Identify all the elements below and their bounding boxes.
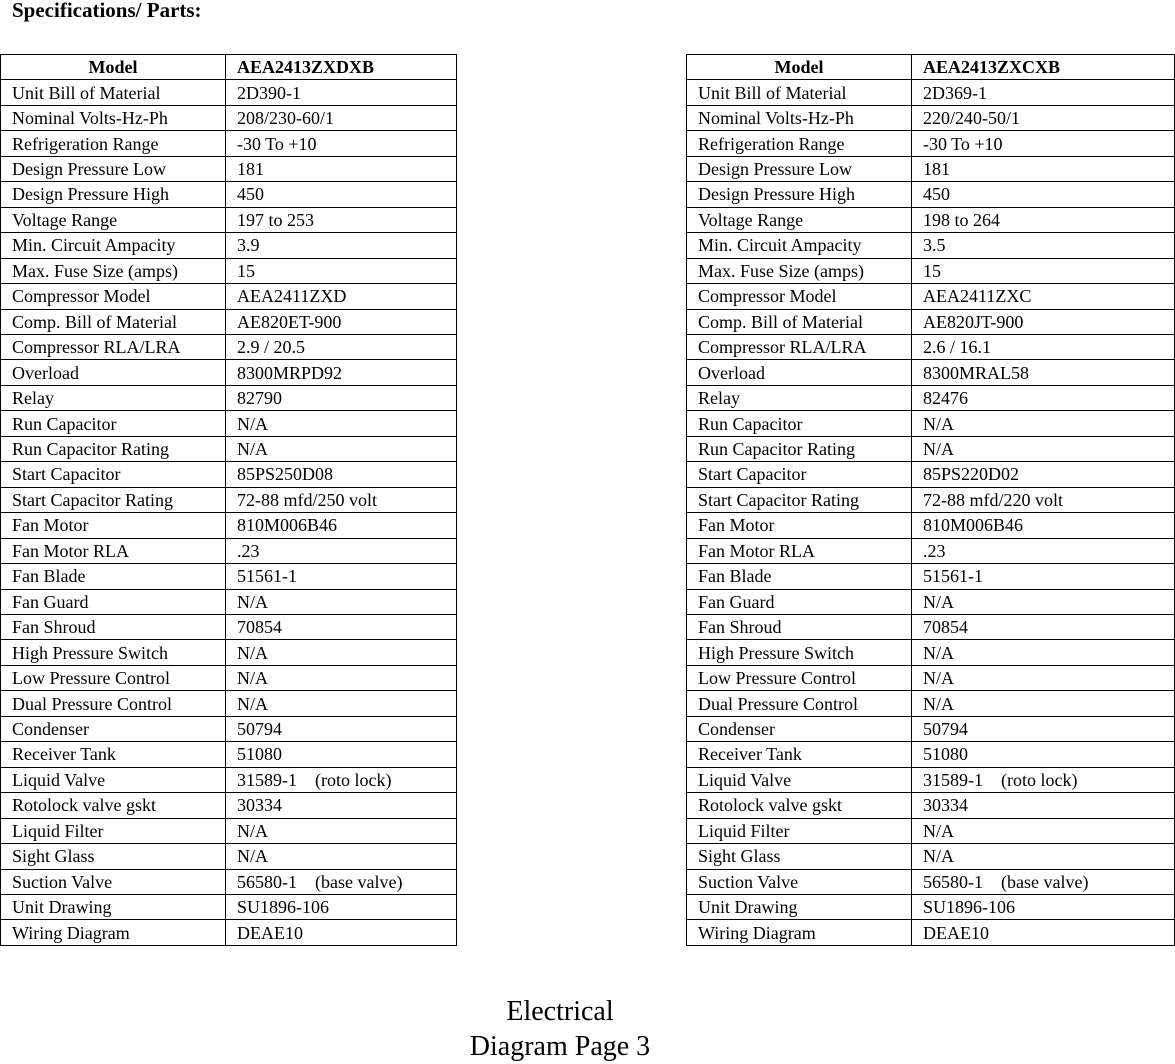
table-row: [1, 385, 457, 410]
spec-label: Suction Valve: [1, 869, 226, 894]
spec-label: Start Capacitor Rating: [1, 487, 226, 512]
table-row: [1, 589, 457, 614]
table-header-row: [687, 55, 1175, 80]
spec-label: Fan Guard: [1, 589, 226, 614]
spec-value: 2D369-1: [912, 80, 1175, 105]
spec-label: Fan Shroud: [1, 614, 226, 639]
spec-label: Dual Pressure Control: [1, 691, 226, 716]
table-row: [687, 105, 1175, 130]
table-row: [1, 564, 457, 589]
spec-value: 31589-1 (roto lock): [912, 767, 1175, 792]
table-row: [1, 309, 457, 334]
spec-value: 70854: [912, 614, 1175, 639]
spec-value: 51080: [912, 742, 1175, 767]
table-row: [1, 793, 457, 818]
spec-label: Liquid Valve: [1, 767, 226, 792]
spec-label: High Pressure Switch: [1, 640, 226, 665]
table-row: [1, 640, 457, 665]
spec-table-right: [686, 54, 1175, 946]
spec-value: N/A: [912, 436, 1175, 461]
spec-value: 85PS220D02: [912, 462, 1175, 487]
spec-value: 450: [912, 182, 1175, 207]
table-row: [687, 411, 1175, 436]
spec-value: 56580-1 (base valve): [226, 869, 457, 894]
spec-label: Rotolock valve gskt: [687, 793, 912, 818]
spec-value: 810M006B46: [226, 513, 457, 538]
spec-value: N/A: [226, 411, 457, 436]
spec-value: AE820JT-900: [912, 309, 1175, 334]
spec-label: Rotolock valve gskt: [1, 793, 226, 818]
footer: [0, 994, 1120, 1064]
table-row: [1, 131, 457, 156]
spec-label: High Pressure Switch: [687, 640, 912, 665]
table-row: [687, 385, 1175, 410]
spec-label: Liquid Valve: [687, 767, 912, 792]
page-title: Specifications/ Parts:: [12, 0, 202, 22]
header-label: Model: [1, 55, 226, 80]
spec-label: Run Capacitor: [1, 411, 226, 436]
spec-label: Condenser: [1, 716, 226, 741]
spec-label: Min. Circuit Ampacity: [1, 233, 226, 258]
table-row: [687, 894, 1175, 919]
spec-value: N/A: [226, 640, 457, 665]
spec-value: 56580-1 (base valve): [912, 869, 1175, 894]
spec-value: 197 to 253: [226, 207, 457, 232]
spec-value: N/A: [912, 665, 1175, 690]
footer-line-2: Diagram Page 3: [469, 1031, 651, 1062]
table-row: [687, 462, 1175, 487]
spec-value: -30 To +10: [226, 131, 457, 156]
spec-value: 72-88 mfd/250 volt: [226, 487, 457, 512]
spec-label: Max. Fuse Size (amps): [687, 258, 912, 283]
table-row: [687, 665, 1175, 690]
spec-label: Overload: [1, 360, 226, 385]
spec-label: Unit Drawing: [1, 894, 226, 919]
spec-label: Voltage Range: [1, 207, 226, 232]
table-row: [1, 716, 457, 741]
table-row: [1, 411, 457, 436]
table-row: [1, 869, 457, 894]
table-row: [687, 258, 1175, 283]
spec-value: 85PS250D08: [226, 462, 457, 487]
spec-value: 51561-1: [912, 564, 1175, 589]
spec-value: 3.9: [226, 233, 457, 258]
table-row: [687, 309, 1175, 334]
spec-label: Compressor RLA/LRA: [687, 334, 912, 359]
table-row: [687, 716, 1175, 741]
table-row: [687, 691, 1175, 716]
table-row: [1, 818, 457, 843]
table-row: [1, 284, 457, 309]
table-row: [687, 513, 1175, 538]
table-row: [1, 665, 457, 690]
table-row: [1, 258, 457, 283]
spec-label: Start Capacitor Rating: [687, 487, 912, 512]
spec-label: Wiring Diagram: [1, 920, 226, 945]
table-row: [687, 869, 1175, 894]
spec-value: DEAE10: [226, 920, 457, 945]
spec-label: Design Pressure High: [687, 182, 912, 207]
spec-value: 450: [226, 182, 457, 207]
spec-label: Overload: [687, 360, 912, 385]
table-row: [1, 614, 457, 639]
spec-value: 51080: [226, 742, 457, 767]
table-row: [687, 742, 1175, 767]
table-row: [687, 207, 1175, 232]
spec-label: Low Pressure Control: [1, 665, 226, 690]
spec-label: Relay: [687, 385, 912, 410]
spec-value: .23: [226, 538, 457, 563]
header-label: Model: [687, 55, 912, 80]
table-row: [1, 538, 457, 563]
spec-value: N/A: [912, 818, 1175, 843]
spec-value: 51561-1: [226, 564, 457, 589]
table-row: [1, 436, 457, 461]
spec-label: Compressor RLA/LRA: [1, 334, 226, 359]
spec-label: Fan Guard: [687, 589, 912, 614]
spec-value: 2D390-1: [226, 80, 457, 105]
spec-value: 70854: [226, 614, 457, 639]
spec-value: SU1896-106: [912, 894, 1175, 919]
spec-label: Relay: [1, 385, 226, 410]
spec-label: Design Pressure Low: [687, 156, 912, 181]
spec-label: Min. Circuit Ampacity: [687, 233, 912, 258]
table-row: [1, 207, 457, 232]
table-row: [687, 564, 1175, 589]
table-row: [687, 589, 1175, 614]
table-row: [687, 920, 1175, 945]
spec-value: N/A: [912, 411, 1175, 436]
spec-label: Unit Drawing: [687, 894, 912, 919]
spec-value: 50794: [912, 716, 1175, 741]
table-row: [1, 844, 457, 869]
spec-label: Run Capacitor Rating: [687, 436, 912, 461]
spec-label: Nominal Volts-Hz-Ph: [1, 105, 226, 130]
spec-value: N/A: [226, 844, 457, 869]
spec-label: Fan Shroud: [687, 614, 912, 639]
spec-label: Start Capacitor: [1, 462, 226, 487]
table-row: [1, 920, 457, 945]
table-row: [1, 105, 457, 130]
spec-label: Fan Motor RLA: [1, 538, 226, 563]
table-row: [687, 182, 1175, 207]
spec-label: Fan Motor: [687, 513, 912, 538]
spec-label: Fan Blade: [1, 564, 226, 589]
spec-label: Run Capacitor Rating: [1, 436, 226, 461]
spec-label: Start Capacitor: [687, 462, 912, 487]
spec-label: Voltage Range: [687, 207, 912, 232]
spec-value: N/A: [226, 665, 457, 690]
spec-value: N/A: [226, 436, 457, 461]
spec-value: N/A: [912, 691, 1175, 716]
table-row: [687, 334, 1175, 359]
spec-value: N/A: [912, 640, 1175, 665]
spec-label: Fan Blade: [687, 564, 912, 589]
spec-label: Liquid Filter: [687, 818, 912, 843]
spec-value: 30334: [912, 793, 1175, 818]
spec-value: 198 to 264: [912, 207, 1175, 232]
spec-label: Compressor Model: [1, 284, 226, 309]
spec-value: .23: [912, 538, 1175, 563]
table-row: [687, 793, 1175, 818]
spec-value: 208/230-60/1: [226, 105, 457, 130]
spec-value: 15: [226, 258, 457, 283]
table-row: [1, 513, 457, 538]
spec-value: -30 To +10: [912, 131, 1175, 156]
spec-table-left: [0, 54, 457, 946]
spec-label: Liquid Filter: [1, 818, 226, 843]
spec-value: 31589-1 (roto lock): [226, 767, 457, 792]
spec-value: AEA2411ZXD: [226, 284, 457, 309]
spec-value: N/A: [226, 818, 457, 843]
table-row: [687, 818, 1175, 843]
spec-label: Condenser: [687, 716, 912, 741]
spec-value: 82476: [912, 385, 1175, 410]
spec-value: N/A: [226, 589, 457, 614]
spec-label: Unit Bill of Material: [1, 80, 226, 105]
spec-label: Low Pressure Control: [687, 665, 912, 690]
spec-label: Unit Bill of Material: [687, 80, 912, 105]
spec-label: Sight Glass: [687, 844, 912, 869]
table-row: [1, 182, 457, 207]
spec-label: Receiver Tank: [687, 742, 912, 767]
spec-value: AE820ET-900: [226, 309, 457, 334]
spec-label: Comp. Bill of Material: [1, 309, 226, 334]
table-row: [687, 767, 1175, 792]
spec-value: AEA2411ZXC: [912, 284, 1175, 309]
table-row: [687, 614, 1175, 639]
spec-label: Design Pressure Low: [1, 156, 226, 181]
spec-label: Refrigeration Range: [687, 131, 912, 156]
spec-value: 50794: [226, 716, 457, 741]
table-row: [1, 487, 457, 512]
table-row: [687, 156, 1175, 181]
table-row: [1, 767, 457, 792]
spec-label: Receiver Tank: [1, 742, 226, 767]
table-row: [1, 360, 457, 385]
spec-value: 15: [912, 258, 1175, 283]
table-row: [1, 233, 457, 258]
spec-label: Design Pressure High: [1, 182, 226, 207]
table-header-row: [1, 55, 457, 80]
spec-label: Max. Fuse Size (amps): [1, 258, 226, 283]
table-row: [687, 436, 1175, 461]
header-model: AEA2413ZXDXB: [226, 55, 457, 80]
spec-label: Refrigeration Range: [1, 131, 226, 156]
spec-value: N/A: [912, 844, 1175, 869]
spec-label: Wiring Diagram: [687, 920, 912, 945]
table-row: [1, 156, 457, 181]
spec-value: N/A: [912, 589, 1175, 614]
table-row: [687, 487, 1175, 512]
spec-value: 810M006B46: [912, 513, 1175, 538]
spec-value: 2.6 / 16.1: [912, 334, 1175, 359]
spec-label: Fan Motor RLA: [687, 538, 912, 563]
spec-value: 181: [226, 156, 457, 181]
table-row: [1, 691, 457, 716]
table-row: [687, 360, 1175, 385]
footer-line-1: Electrical: [506, 996, 614, 1027]
table-row: [687, 640, 1175, 665]
spec-label: Dual Pressure Control: [687, 691, 912, 716]
spec-value: DEAE10: [912, 920, 1175, 945]
header-model: AEA2413ZXCXB: [912, 55, 1175, 80]
table-row: [687, 131, 1175, 156]
spec-value: N/A: [226, 691, 457, 716]
table-row: [687, 844, 1175, 869]
spec-label: Sight Glass: [1, 844, 226, 869]
table-row: [687, 80, 1175, 105]
table-row: [1, 894, 457, 919]
spec-value: 8300MRPD92: [226, 360, 457, 385]
spec-label: Fan Motor: [1, 513, 226, 538]
spec-value: 220/240-50/1: [912, 105, 1175, 130]
table-row: [687, 233, 1175, 258]
table-row: [687, 284, 1175, 309]
table-row: [1, 742, 457, 767]
spec-value: 8300MRAL58: [912, 360, 1175, 385]
table-row: [1, 334, 457, 359]
spec-value: 72-88 mfd/220 volt: [912, 487, 1175, 512]
spec-value: 3.5: [912, 233, 1175, 258]
table-row: [1, 462, 457, 487]
spec-value: 30334: [226, 793, 457, 818]
spec-value: SU1896-106: [226, 894, 457, 919]
spec-label: Suction Valve: [687, 869, 912, 894]
table-row: [1, 80, 457, 105]
table-row: [687, 538, 1175, 563]
spec-label: Compressor Model: [687, 284, 912, 309]
spec-label: Comp. Bill of Material: [687, 309, 912, 334]
spec-label: Run Capacitor: [687, 411, 912, 436]
spec-value: 2.9 / 20.5: [226, 334, 457, 359]
spec-value: 181: [912, 156, 1175, 181]
spec-value: 82790: [226, 385, 457, 410]
spec-label: Nominal Volts-Hz-Ph: [687, 105, 912, 130]
